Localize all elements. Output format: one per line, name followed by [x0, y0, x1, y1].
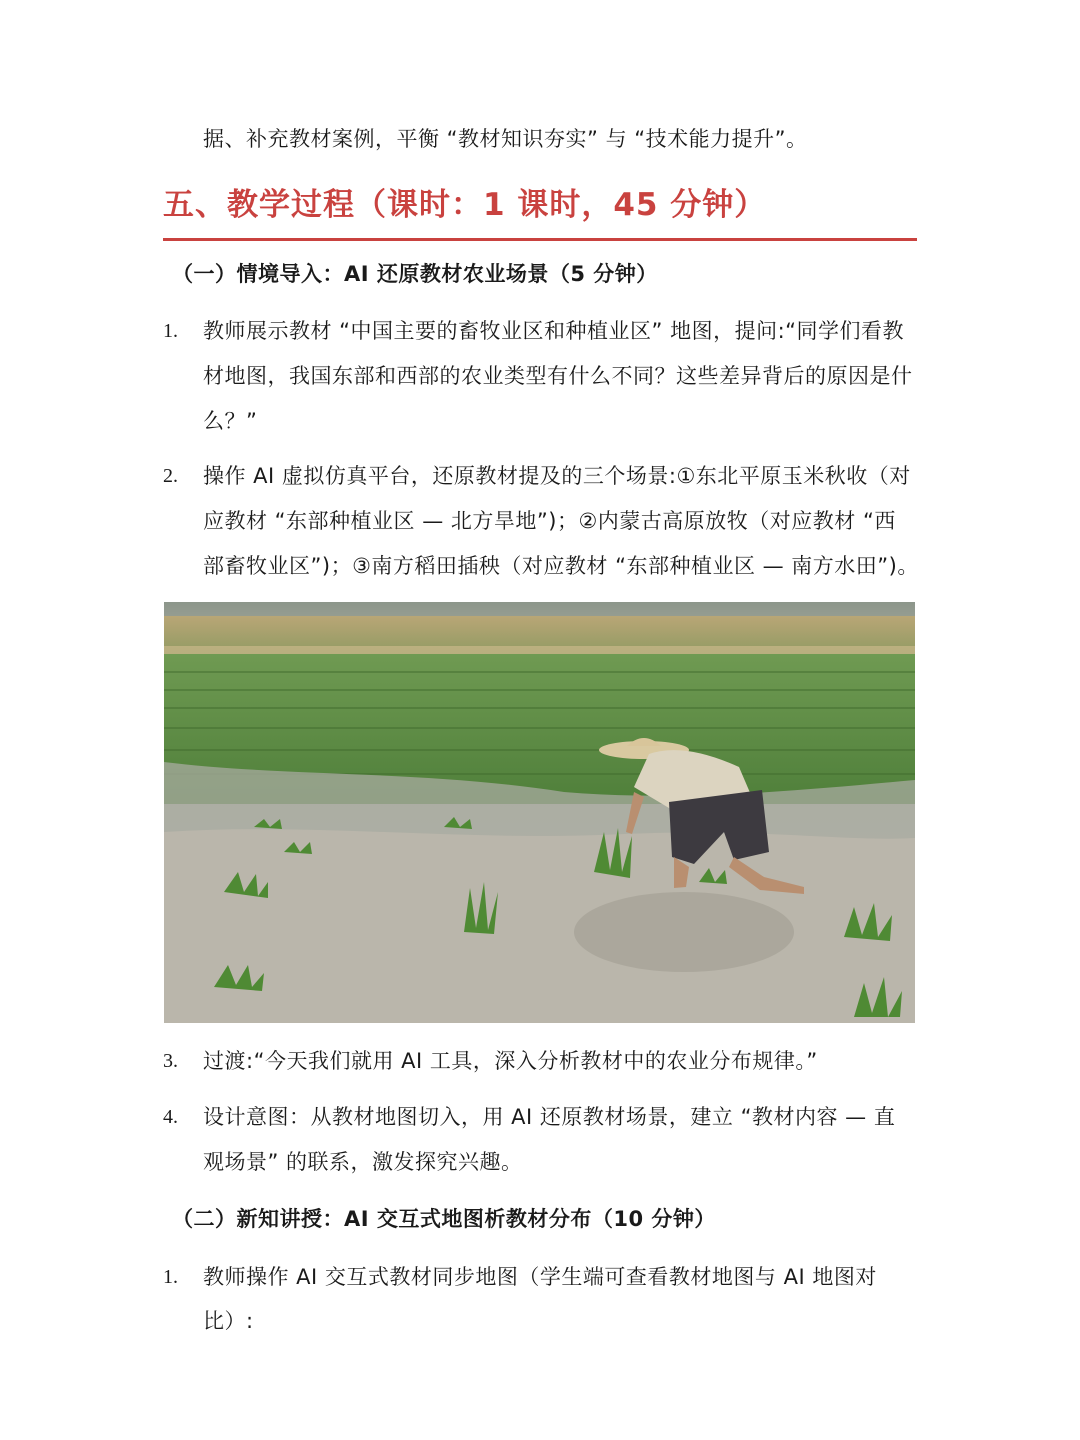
list-item-number: 2.	[163, 465, 178, 487]
subsection-1-heading: （一）情境导入：AI 还原教材农业场景（5 分钟）	[172, 262, 658, 286]
list-item-number: 1.	[163, 1266, 178, 1288]
list-item-line: 操作 AI 虚拟仿真平台，还原教材提及的三个场景:①东北平原玉米秋收（对	[203, 464, 911, 488]
list-item-line: 观场景” 的联系，激发探究兴趣。	[203, 1150, 523, 1174]
list-item-line: 么？”	[203, 409, 258, 433]
list-item-line: 过渡:“今天我们就用 AI 工具，深入分析教材中的农业分布规律。”	[203, 1049, 818, 1073]
list-item-number: 3.	[163, 1050, 178, 1072]
rice-paddy-photo	[164, 602, 915, 1023]
list-item-line: 教师展示教材 “中国主要的畜牧业区和种植业区” 地图，提问:“同学们看教	[203, 319, 905, 343]
list-item-line: 教师操作 AI 交互式教材同步地图（学生端可查看教材地图与 AI 地图对	[203, 1265, 877, 1289]
section-heading: 五、教学过程（课时：1 课时，45 分钟）	[163, 187, 767, 223]
list-item-line: 应教材 “东部种植业区 — 北方旱地”)；②内蒙古高原放牧（对应教材 “西	[203, 509, 896, 533]
intro-line: 据、补充教材案例，平衡 “教材知识夯实” 与 “技术能力提升”。	[203, 127, 808, 151]
list-item-number: 1.	[163, 320, 178, 342]
section-heading-rule	[163, 238, 917, 241]
list-item-line: 部畜牧业区”)；③南方稻田插秧（对应教材 “东部种植业区 — 南方水田”)。	[203, 554, 919, 578]
list-item-line: 比）:	[203, 1309, 254, 1333]
list-item-line: 材地图，我国东部和西部的农业类型有什么不同？这些差异背后的原因是什	[203, 364, 913, 388]
list-item-number: 4.	[163, 1106, 178, 1128]
subsection-2-heading: （二）新知讲授：AI 交互式地图析教材分布（10 分钟）	[172, 1207, 716, 1231]
list-item-line: 设计意图：从教材地图切入，用 AI 还原教材场景，建立 “教材内容 — 直	[203, 1105, 896, 1129]
